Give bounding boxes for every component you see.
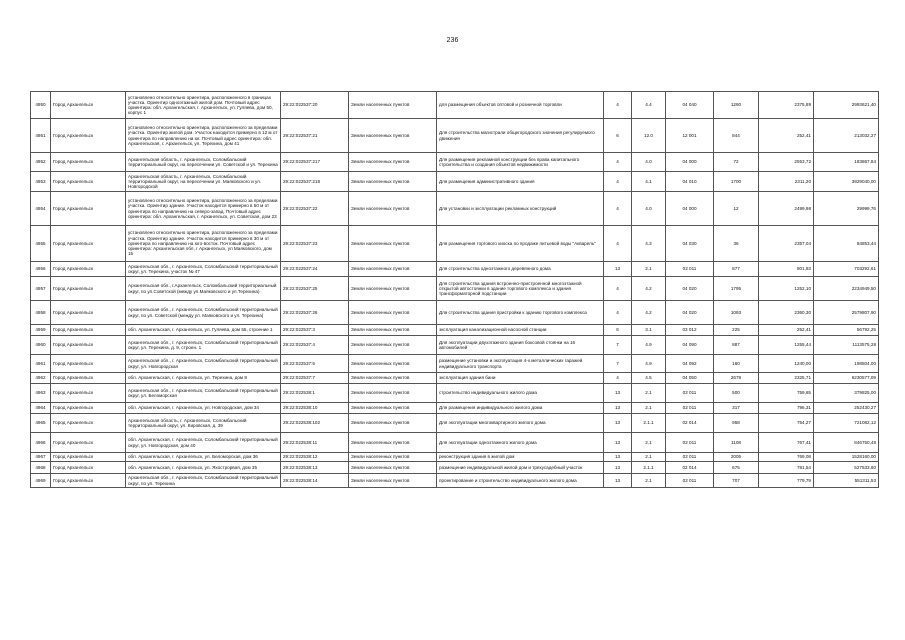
subgroup-cell: 4.5 bbox=[632, 373, 666, 384]
cadastral-number-cell: 29:22:022538:11 bbox=[281, 433, 349, 453]
permitted-use-cell: Для установки и эксплуатации рекламных конструкций bbox=[437, 192, 604, 226]
permitted-use-cell: эксплуатация канализационной насосной станции bbox=[437, 325, 604, 336]
city-cell: Город Архангельск bbox=[51, 262, 126, 277]
use-code-cell: 03 012 bbox=[666, 325, 714, 336]
table-row bbox=[31, 373, 879, 384]
subgroup-cell: 2.1.1 bbox=[632, 462, 666, 474]
city-cell: Город Архангельск bbox=[51, 226, 126, 262]
permitted-use-cell: Для строительства здания пристройки к зданию торгового комплекса bbox=[437, 301, 604, 325]
land-category-cell: Земли населенных пунктов bbox=[349, 414, 437, 433]
specific-value-cell: 2357,04 bbox=[759, 226, 814, 262]
area-cell: 1108 bbox=[714, 433, 759, 453]
permitted-use-cell: реконструкция здания в жилой дом bbox=[437, 453, 604, 462]
use-code-cell: 04 000 bbox=[666, 192, 714, 226]
row-number: 4960 bbox=[31, 336, 51, 355]
use-code-cell: 04 030 bbox=[666, 226, 714, 262]
subgroup-cell: 2.1.1 bbox=[632, 414, 666, 433]
cadastral-number-cell: 29:22:022537:21 bbox=[281, 119, 349, 153]
table-row bbox=[31, 92, 879, 119]
row-number: 4961 bbox=[31, 355, 51, 373]
land-category-cell: Земли населенных пунктов bbox=[349, 373, 437, 384]
use-code-cell: 02 011 bbox=[666, 433, 714, 453]
land-category-cell: Земли населенных пунктов bbox=[349, 192, 437, 226]
area-cell: 675 bbox=[714, 462, 759, 474]
cadastral-value-cell: 846750,48 bbox=[814, 433, 879, 453]
land-category-cell: Земли населенных пунктов bbox=[349, 92, 437, 119]
group-cell: 13 bbox=[604, 433, 632, 453]
land-registry-table bbox=[30, 91, 879, 488]
subgroup-cell: 12.0 bbox=[632, 119, 666, 153]
specific-value-cell: 779,79 bbox=[759, 474, 814, 488]
permitted-use-cell: Для строительства одноэтажного деревянного дома bbox=[437, 262, 604, 277]
use-code-cell: 04 020 bbox=[666, 301, 714, 325]
specific-value-cell: 252,41 bbox=[759, 325, 814, 336]
city-cell: Город Архангельск bbox=[51, 474, 126, 488]
specific-value-cell: 781,54 bbox=[759, 462, 814, 474]
use-code-cell: 04 092 bbox=[666, 355, 714, 373]
cadastral-value-cell: 6230577,09 bbox=[814, 373, 879, 384]
table-row bbox=[31, 453, 879, 462]
city-cell: Город Архангельск bbox=[51, 192, 126, 226]
cadastral-value-cell: 2234949,50 bbox=[814, 277, 879, 301]
table-row bbox=[31, 474, 879, 488]
subgroup-cell: 4.4 bbox=[632, 92, 666, 119]
row-number: 4962 bbox=[31, 373, 51, 384]
land-category-cell: Земли населенных пунктов bbox=[349, 355, 437, 373]
specific-value-cell: 767,41 bbox=[759, 433, 814, 453]
group-cell: 4 bbox=[604, 92, 632, 119]
use-code-cell: 02 014 bbox=[666, 414, 714, 433]
table-row bbox=[31, 336, 879, 355]
cadastral-number-cell: 29:22:022538:13 bbox=[281, 462, 349, 474]
row-number: 4964 bbox=[31, 403, 51, 414]
land-category-cell: Земли населенных пунктов bbox=[349, 262, 437, 277]
cadastral-value-cell: 183867,84 bbox=[814, 153, 879, 172]
cadastral-value-cell: 252430,27 bbox=[814, 403, 879, 414]
permitted-use-cell: для размещения объектов оптовой и розничной торговли bbox=[437, 92, 604, 119]
city-cell: Город Архангельск bbox=[51, 119, 126, 153]
subgroup-cell: 4.2 bbox=[632, 277, 666, 301]
group-cell: 13 bbox=[604, 453, 632, 462]
address-cell: обл. Архангельская, г. Архангельск, ул. Беломорская, дом 36 bbox=[126, 453, 281, 462]
cadastral-number-cell: 29:22:022537:218 bbox=[281, 172, 349, 192]
address-cell: Архангельская обл., г.Архангельск, Соломбальский территориальный округ, по ул.Советской (между ул.Маяковского и ул.Терехина) bbox=[126, 277, 281, 301]
subgroup-cell: 2.1 bbox=[632, 403, 666, 414]
city-cell: Город Архангельск bbox=[51, 301, 126, 325]
address-cell: Архангельская обл., г. Архангельск, Соломбальский территориальный округ, по ул. Советской (между ул. Маяковского и ул. Терехина) bbox=[126, 301, 281, 325]
subgroup-cell: 3.1 bbox=[632, 325, 666, 336]
subgroup-cell: 4.2 bbox=[632, 301, 666, 325]
cadastral-value-cell: 721082,12 bbox=[814, 414, 879, 433]
specific-value-cell: 2553,72 bbox=[759, 153, 814, 172]
cadastral-number-cell: 29:22:022537:217 bbox=[281, 153, 349, 172]
row-number: 4957 bbox=[31, 277, 51, 301]
row-number: 4950 bbox=[31, 92, 51, 119]
land-category-cell: Земли населенных пунктов bbox=[349, 384, 437, 403]
cadastral-number-cell: 29:22:022537:20 bbox=[281, 92, 349, 119]
use-code-cell: 02 011 bbox=[666, 403, 714, 414]
cadastral-value-cell: 2993621,40 bbox=[814, 92, 879, 119]
cadastral-value-cell: 551311,53 bbox=[814, 474, 879, 488]
subgroup-cell: 4.9 bbox=[632, 355, 666, 373]
cadastral-value-cell: 198504,00 bbox=[814, 355, 879, 373]
use-code-cell: 02 011 bbox=[666, 474, 714, 488]
table-row bbox=[31, 462, 879, 474]
cadastral-number-cell: 29:22:022537:22 bbox=[281, 192, 349, 226]
area-cell: 844 bbox=[714, 119, 759, 153]
land-category-cell: Земли населенных пунктов bbox=[349, 433, 437, 453]
area-cell: 1093 bbox=[714, 301, 759, 325]
table-row bbox=[31, 384, 879, 403]
cadastral-value-cell: 56792,25 bbox=[814, 325, 879, 336]
use-code-cell: 04 010 bbox=[666, 172, 714, 192]
cadastral-value-cell: 379825,00 bbox=[814, 384, 879, 403]
group-cell: 13 bbox=[604, 474, 632, 488]
table-row bbox=[31, 153, 879, 172]
permitted-use-cell: эксплуатация здания бани bbox=[437, 373, 604, 384]
row-number: 4955 bbox=[31, 226, 51, 262]
row-number: 4965 bbox=[31, 414, 51, 433]
cadastral-value-cell: 703292,61 bbox=[814, 262, 879, 277]
specific-value-cell: 769,08 bbox=[759, 453, 814, 462]
land-category-cell: Земли населенных пунктов bbox=[349, 462, 437, 474]
group-cell: 4 bbox=[604, 373, 632, 384]
cadastral-number-cell: 29:22:022537:4 bbox=[281, 336, 349, 355]
row-number: 4956 bbox=[31, 262, 51, 277]
area-cell: 72 bbox=[714, 153, 759, 172]
row-number: 4963 bbox=[31, 384, 51, 403]
address-cell: обл. Архангельская, г. Архангельск, ул. Гуляева, дом 55, строение 1 bbox=[126, 325, 281, 336]
city-cell: Город Архангельск bbox=[51, 153, 126, 172]
permitted-use-cell: проектирование и строительство индивидуального жилого дома bbox=[437, 474, 604, 488]
area-cell: 225 bbox=[714, 325, 759, 336]
specific-value-cell: 252,41 bbox=[759, 119, 814, 153]
subgroup-cell: 4.9 bbox=[632, 336, 666, 355]
permitted-use-cell: Для эксплуатации двухэтажного здания боксовой стоянки на 16 автомобилей bbox=[437, 336, 604, 355]
permitted-use-cell: размещение индивидуальной жилой дом и трехусадебный участок bbox=[437, 462, 604, 474]
subgroup-cell: 4.3 bbox=[632, 226, 666, 262]
group-cell: 6 bbox=[604, 119, 632, 153]
group-cell: 4 bbox=[604, 192, 632, 226]
area-cell: 36 bbox=[714, 226, 759, 262]
land-category-cell: Земли населенных пунктов bbox=[349, 119, 437, 153]
table-row bbox=[31, 414, 879, 433]
address-cell: Архангельская обл., г. Архангельск, Соломбальский территориальный округ, по ул. Терехина bbox=[126, 474, 281, 488]
address-cell: Архангельская обл., г. Архангельск, Соломбальский территориальный округ, ул. Терехина, участок № 47 bbox=[126, 262, 281, 277]
address-cell: обл. Архангельская, г. Архангельск, ул. Новгородская, дом 34 bbox=[126, 403, 281, 414]
city-cell: Город Архангельск bbox=[51, 414, 126, 433]
cadastral-value-cell: 29999,76 bbox=[814, 192, 879, 226]
use-code-cell: 04 040 bbox=[666, 92, 714, 119]
address-cell: Архангельская область, г. Архангельск, Соломбальский территориальный округ, ул. Кировская, д. 39 bbox=[126, 414, 281, 433]
area-cell: 707 bbox=[714, 474, 759, 488]
subgroup-cell: 2.1 bbox=[632, 384, 666, 403]
specific-value-cell: 1252,10 bbox=[759, 277, 814, 301]
cadastral-number-cell: 29:22:022537:24 bbox=[281, 262, 349, 277]
permitted-use-cell: Для размещения административного здания bbox=[437, 172, 604, 192]
table-row bbox=[31, 301, 879, 325]
land-category-cell: Земли населенных пунктов bbox=[349, 226, 437, 262]
city-cell: Город Архангельск bbox=[51, 453, 126, 462]
group-cell: 13 bbox=[604, 384, 632, 403]
row-number: 4959 bbox=[31, 325, 51, 336]
group-cell: 4 bbox=[604, 277, 632, 301]
group-cell: 13 bbox=[604, 462, 632, 474]
use-code-cell: 02 011 bbox=[666, 262, 714, 277]
land-category-cell: Земли населенных пунктов bbox=[349, 403, 437, 414]
land-category-cell: Земли населенных пунктов bbox=[349, 325, 437, 336]
subgroup-cell: 2.1 bbox=[632, 453, 666, 462]
area-cell: 160 bbox=[714, 355, 759, 373]
use-code-cell: 04 020 bbox=[666, 277, 714, 301]
group-cell: 7 bbox=[604, 336, 632, 355]
land-category-cell: Земли населенных пунктов bbox=[349, 277, 437, 301]
row-number: 4966 bbox=[31, 433, 51, 453]
row-number: 4968 bbox=[31, 462, 51, 474]
subgroup-cell: 4.1 bbox=[632, 172, 666, 192]
use-code-cell: 12 001 bbox=[666, 119, 714, 153]
table-row bbox=[31, 355, 879, 373]
cadastral-number-cell: 29:22:022537:5 bbox=[281, 355, 349, 373]
specific-value-cell: 754,27 bbox=[759, 414, 814, 433]
area-cell: 1700 bbox=[714, 172, 759, 192]
land-category-cell: Земли населенных пунктов bbox=[349, 172, 437, 192]
cadastral-value-cell: 3929040,00 bbox=[814, 172, 879, 192]
permitted-use-cell: Для строительства здания встроенно-пристроенной многоэтажной открытой автостоянки в здание торгового комплекса и здания трансформаторной подстанции bbox=[437, 277, 604, 301]
page-number: 236 bbox=[446, 37, 459, 44]
address-cell: установлено относительно ориентира, расположенного за пределами участка. Ориентир здание. Участок находится примерно в 30 м от ориентира по направлению на юго-восток. Почтовый адрес ориентира: Архангельская обл, г Архангельск, ул Маяковского, дом 15 bbox=[126, 226, 281, 262]
city-cell: Город Архангельск bbox=[51, 462, 126, 474]
cadastral-value-cell: 84853,44 bbox=[814, 226, 879, 262]
city-cell: Город Архангельск bbox=[51, 172, 126, 192]
permitted-use-cell: Для размещения торгового киоска по продаже питьевой воды "Акварель" bbox=[437, 226, 604, 262]
cadastral-number-cell: 29:22:022537:23 bbox=[281, 226, 349, 262]
specific-value-cell: 1255,44 bbox=[759, 336, 814, 355]
permitted-use-cell: строительство индивидуального жилого дома bbox=[437, 384, 604, 403]
specific-value-cell: 759,65 bbox=[759, 384, 814, 403]
table-row bbox=[31, 172, 879, 192]
cadastral-number-cell: 29:22:022538:1 bbox=[281, 384, 349, 403]
subgroup-cell: 2.1 bbox=[632, 474, 666, 488]
row-number: 4969 bbox=[31, 474, 51, 488]
cadastral-number-cell: 29:22:022538:12 bbox=[281, 453, 349, 462]
permitted-use-cell: Для размещения индивидуального жилого дома bbox=[437, 403, 604, 414]
cadastral-value-cell: 213032,27 bbox=[814, 119, 879, 153]
table-row bbox=[31, 119, 879, 153]
area-cell: 2679 bbox=[714, 373, 759, 384]
specific-value-cell: 2325,71 bbox=[759, 373, 814, 384]
cadastral-value-cell: 1113575,28 bbox=[814, 336, 879, 355]
table-row bbox=[31, 403, 879, 414]
row-number: 4954 bbox=[31, 192, 51, 226]
land-category-cell: Земли населенных пунктов bbox=[349, 336, 437, 355]
group-cell: 4 bbox=[604, 153, 632, 172]
city-cell: Город Архангельск bbox=[51, 433, 126, 453]
land-category-cell: Земли населенных пунктов bbox=[349, 453, 437, 462]
table-row bbox=[31, 262, 879, 277]
specific-value-cell: 1240,00 bbox=[759, 355, 814, 373]
subgroup-cell: 2.1 bbox=[632, 433, 666, 453]
address-cell: установлено относительно ориентира, расположенного за пределами участка. Ориентир здание. Участок находится примерно в 50 м от ориентира по направлению на северо-запад. Почтовый адрес ориентира: обл. Архангельская, г. Архангельск, ул. Советская, дом 23 bbox=[126, 192, 281, 226]
city-cell: Город Архангельск bbox=[51, 384, 126, 403]
permitted-use-cell: размещение установки и эксплуатация 4-х металлических гаражей индивидуального транспорта bbox=[437, 355, 604, 373]
cadastral-value-cell: 527533,60 bbox=[814, 462, 879, 474]
table-row bbox=[31, 192, 879, 226]
address-cell: Архангельская обл., г. Архангельск, Соломбальский территориальный округ, ул. Терехина, д. 9, строен. 1 bbox=[126, 336, 281, 355]
table-row bbox=[31, 226, 879, 262]
area-cell: 1795 bbox=[714, 277, 759, 301]
table-row bbox=[31, 277, 879, 301]
address-cell: установлено относительно ориентира, расположенного в границах участка. Ориентир одноэтажный жилой дом. Почтовый адрес ориентира: обл. Архангельская, г. Архангельск, ул. Гуляева, дом 50, корпус 1 bbox=[126, 92, 281, 119]
subgroup-cell: 4.0 bbox=[632, 192, 666, 226]
subgroup-cell: 2.1 bbox=[632, 262, 666, 277]
row-number: 4953 bbox=[31, 172, 51, 192]
cadastral-number-cell: 29:22:022538:14 bbox=[281, 474, 349, 488]
area-cell: 317 bbox=[714, 403, 759, 414]
area-cell: 12 bbox=[714, 192, 759, 226]
group-cell: 7 bbox=[604, 355, 632, 373]
use-code-cell: 04 090 bbox=[666, 336, 714, 355]
specific-value-cell: 796,31 bbox=[759, 403, 814, 414]
use-code-cell: 02 011 bbox=[666, 384, 714, 403]
city-cell: Город Архангельск bbox=[51, 277, 126, 301]
specific-value-cell: 2311,20 bbox=[759, 172, 814, 192]
specific-value-cell: 801,93 bbox=[759, 262, 814, 277]
table-row bbox=[31, 325, 879, 336]
address-cell: Архангельская обл., г. Архангельск, Соломбальский территориальный округ, ул. Новгородская bbox=[126, 355, 281, 373]
group-cell: 6 bbox=[604, 325, 632, 336]
group-cell: 13 bbox=[604, 403, 632, 414]
city-cell: Город Архангельск bbox=[51, 325, 126, 336]
use-code-cell: 02 014 bbox=[666, 462, 714, 474]
land-category-cell: Земли населенных пунктов bbox=[349, 474, 437, 488]
table-row bbox=[31, 433, 879, 453]
row-number: 4952 bbox=[31, 153, 51, 172]
land-category-cell: Земли населенных пунктов bbox=[349, 153, 437, 172]
row-number: 4958 bbox=[31, 301, 51, 325]
address-cell: Архангельская область, г. Архангельск, Соломбальский территориальный округ, на пересечении ул. Советской и ул. Терехина bbox=[126, 153, 281, 172]
subgroup-cell: 4.0 bbox=[632, 153, 666, 172]
group-cell: 4 bbox=[604, 226, 632, 262]
specific-value-cell: 2499,98 bbox=[759, 192, 814, 226]
permitted-use-cell: Для строительства магистрали общегородского значения регулируемого движения bbox=[437, 119, 604, 153]
cadastral-number-cell: 29:22:022538:10 bbox=[281, 403, 349, 414]
group-cell: 4 bbox=[604, 301, 632, 325]
permitted-use-cell: Для эксплуатации одноэтажного жилого дома bbox=[437, 433, 604, 453]
cadastral-value-cell: 1528160,00 bbox=[814, 453, 879, 462]
area-cell: 887 bbox=[714, 336, 759, 355]
group-cell: 4 bbox=[604, 172, 632, 192]
group-cell: 13 bbox=[604, 414, 632, 433]
cadastral-number-cell: 29:22:022537:25 bbox=[281, 277, 349, 301]
cadastral-value-cell: 2579807,90 bbox=[814, 301, 879, 325]
city-cell: Город Архангельск bbox=[51, 373, 126, 384]
area-cell: 877 bbox=[714, 262, 759, 277]
cadastral-number-cell: 29:22:022537:26 bbox=[281, 301, 349, 325]
city-cell: Город Архангельск bbox=[51, 92, 126, 119]
area-cell: 1260 bbox=[714, 92, 759, 119]
land-category-cell: Земли населенных пунктов bbox=[349, 301, 437, 325]
group-cell: 13 bbox=[604, 262, 632, 277]
use-code-cell: 02 011 bbox=[666, 453, 714, 462]
use-code-cell: 04 050 bbox=[666, 373, 714, 384]
address-cell: обл. Архангельская, г. Архангельск, ул. Терехина, дом 8 bbox=[126, 373, 281, 384]
use-code-cell: 04 000 bbox=[666, 153, 714, 172]
specific-value-cell: 2360,30 bbox=[759, 301, 814, 325]
row-number: 4951 bbox=[31, 119, 51, 153]
row-number: 4967 bbox=[31, 453, 51, 462]
cadastral-number-cell: 29:22:022538:102 bbox=[281, 414, 349, 433]
area-cell: 2005 bbox=[714, 453, 759, 462]
permitted-use-cell: Для эксплуатации многоквартирного жилого дома bbox=[437, 414, 604, 433]
address-cell: обл. Архангельская, г. Архангельск, ул. Яхострорвая, дом 35 bbox=[126, 462, 281, 474]
address-cell: обл. Архангельская, г. Архангельск, Соломбальский территориальный округ, ул. Новгородская, дом 40 bbox=[126, 433, 281, 453]
cadastral-number-cell: 29:22:022537:3 bbox=[281, 325, 349, 336]
address-cell: Архангельская область, г. Архангельск, Соломбальский территориальный округ, на пересечении ул. Маяковского и ул. Новгородской bbox=[126, 172, 281, 192]
city-cell: Город Архангельск bbox=[51, 336, 126, 355]
permitted-use-cell: Для размещения рекламной конструкции без права капитального строительства и создания объектов недвижимости bbox=[437, 153, 604, 172]
city-cell: Город Архангельск bbox=[51, 355, 126, 373]
area-cell: 500 bbox=[714, 384, 759, 403]
area-cell: 958 bbox=[714, 414, 759, 433]
city-cell: Город Архангельск bbox=[51, 403, 126, 414]
address-cell: установлено относительно ориентира, расположенного за пределами участка. Ориентир жилой дом. Участок находится примерно в 12 м от ориентира по направлению на юг. Почтовый адрес ориентира: обл. Архангельская, г. Архангельск, ул. Терехина, дом 41 bbox=[126, 119, 281, 153]
address-cell: Архангельская обл., г. Архангельск, Соломбальский территориальный округ, ул. Беломорская bbox=[126, 384, 281, 403]
specific-value-cell: 2375,89 bbox=[759, 92, 814, 119]
cadastral-number-cell: 29:22:022537:7 bbox=[281, 373, 349, 384]
